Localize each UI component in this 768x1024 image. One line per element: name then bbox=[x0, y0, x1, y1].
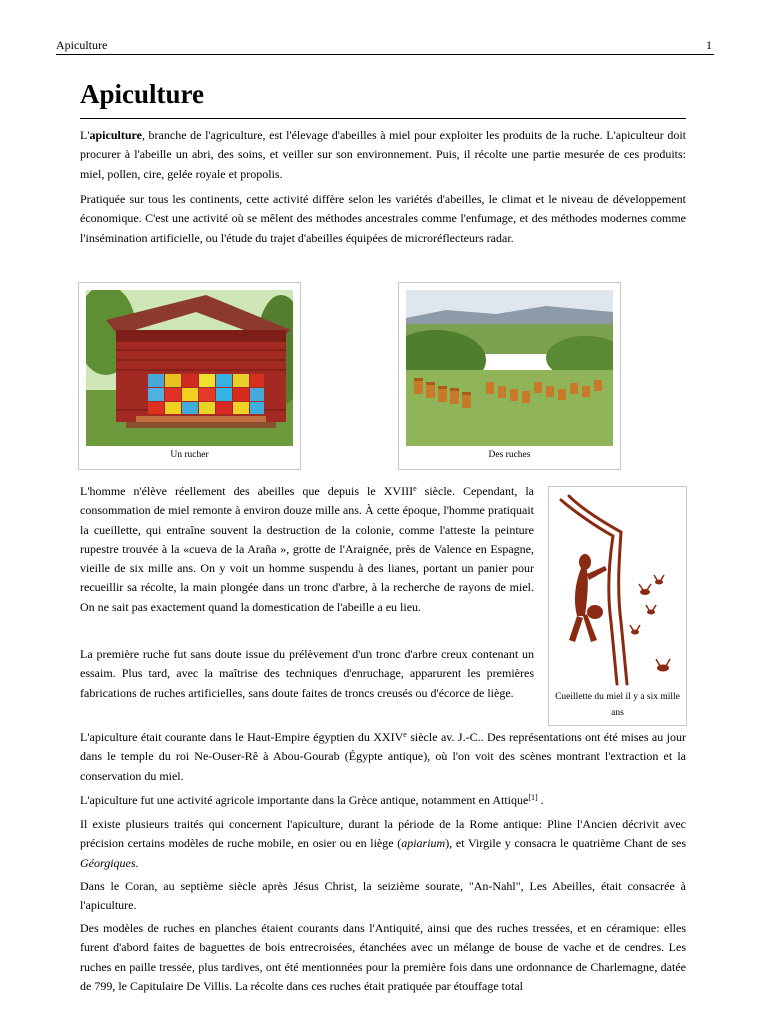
running-header-title: Apiculture bbox=[56, 38, 108, 52]
article-title: Apiculture bbox=[80, 79, 205, 109]
ruches-caption: Des ruches bbox=[488, 450, 531, 460]
rucher-caption: Un rucher bbox=[170, 450, 209, 460]
cueillette-caption: Cueillette du miel il y a six mille ans bbox=[555, 692, 680, 718]
rucher-image bbox=[86, 290, 293, 446]
running-header bbox=[56, 36, 714, 55]
reference-link[interactable]: [1] bbox=[528, 793, 538, 802]
term-apiculture: apiculture bbox=[89, 128, 142, 142]
paragraph-intro: L'apiculture, branche de l'agriculture, est l'élevage d'abeilles à miel pour exploiter les produits de la ruche. L'apiculteur doit procurer à l'abeille un abri, des soins, et veiller sur son environnement. Puis, il récolte une partie mesurée de ces produits: miel, pollen, cire, gelée royale et propolis. bbox=[80, 128, 686, 181]
figure-cueillette bbox=[548, 486, 687, 726]
cave-painting-image bbox=[555, 492, 682, 688]
paragraph-antiquity-hives: Des modèles de ruches en planches étaient courants dans l'Antiquité, ainsi que des ruches tressées, et en céramique: elles furent d'abord faites de baguettes de bois entrecroisées, étanchées avec un mélange de bouse de vache et de cendres. Les ruches en paille tressée, plus tardives, ont été mentionnées pour la première fois dans une ordonnance de Charlemagne, datée de 799, le Capitulaire De Villis. La récolte dans ces ruches était pratiquée par étouffage total bbox=[80, 921, 686, 993]
paragraph-greece: L'apiculture fut une activité agricole importante dans la Grèce antique, notamment en Attique[1] . bbox=[80, 793, 544, 807]
paragraph-history: L'homme n'élève réellement des abeilles que depuis le XVIIIe siècle. Cependant, la consommation de miel remonte à environ douze mille ans. À cette époque, l'homme pratiquait la cueillette, qui entraîne souvent la destruction de la colonie, comme l'atteste la peinture rupestre trouvée à la «cueva de la Araña », grotte de l'Araignée, près de Valence en Espagne, vieille de six mille ans. On y voit un homme suspendu à des lianes, portant un panier pour recueillir sa récolte, la main plongée dans un tronc d'arbre, à la recherche de rayons de miel. On ne sait pas exactement quand la domestication de l'abeille a eu lieu. bbox=[80, 484, 535, 614]
ruches-image bbox=[406, 290, 613, 446]
paragraph-coran: Dans le Coran, au septième siècle après Jésus Christ, la seizième sourate, "An-Nahl", Les Abeilles, était consacrée à l'apiculture. bbox=[80, 879, 686, 913]
figure-rucher bbox=[78, 282, 301, 470]
title-rule bbox=[80, 118, 686, 119]
paragraph-methods: Pratiquée sur tous les continents, cette activité diffère selon les variétés d'abeilles, le climat et le niveau de développement économique. C'est une activité où se mêlent des méthodes ancestrales comme l'enfumage, et des méthodes modernes comme l'insémination artificielle, ou l'étude du trajet d'abeilles équipées de microréflecteurs radar. bbox=[80, 192, 686, 245]
paragraph-first-hive: La première ruche fut sans doute issue du prélèvement d'un tronc d'arbre creux contenant un essaim. Plus tard, avec la maîtrise des techniques d'enruchage, apparurent les premières fabrications de ruches artificielles, sans doute faites de troncs creusés ou d'écorce de liège. bbox=[80, 647, 534, 700]
paragraph-rome: Il existe plusieurs traités qui concernent l'apiculture, durant la période de la Rome antique: Pline l'Ancien décrivit avec précision certains modèles de ruche mobile, en osier ou en liège (apiarium), et Virgile y consacra le quatrième Chant de ses Géorgiques. bbox=[80, 817, 686, 870]
paragraph-egypt: L'apiculture était courante dans le Haut-Empire égyptien du XXIVe siècle av. J.-C.. Des représentations ont été mises au jour dans le temple du roi Ne-Ouser-Rê à Abou-Gourab (Égypte antique), où l'on voit des scènes montrant l'extraction et la conservation du miel. bbox=[80, 730, 686, 783]
page-number: 1 bbox=[706, 38, 712, 52]
figure-ruches bbox=[398, 282, 621, 470]
